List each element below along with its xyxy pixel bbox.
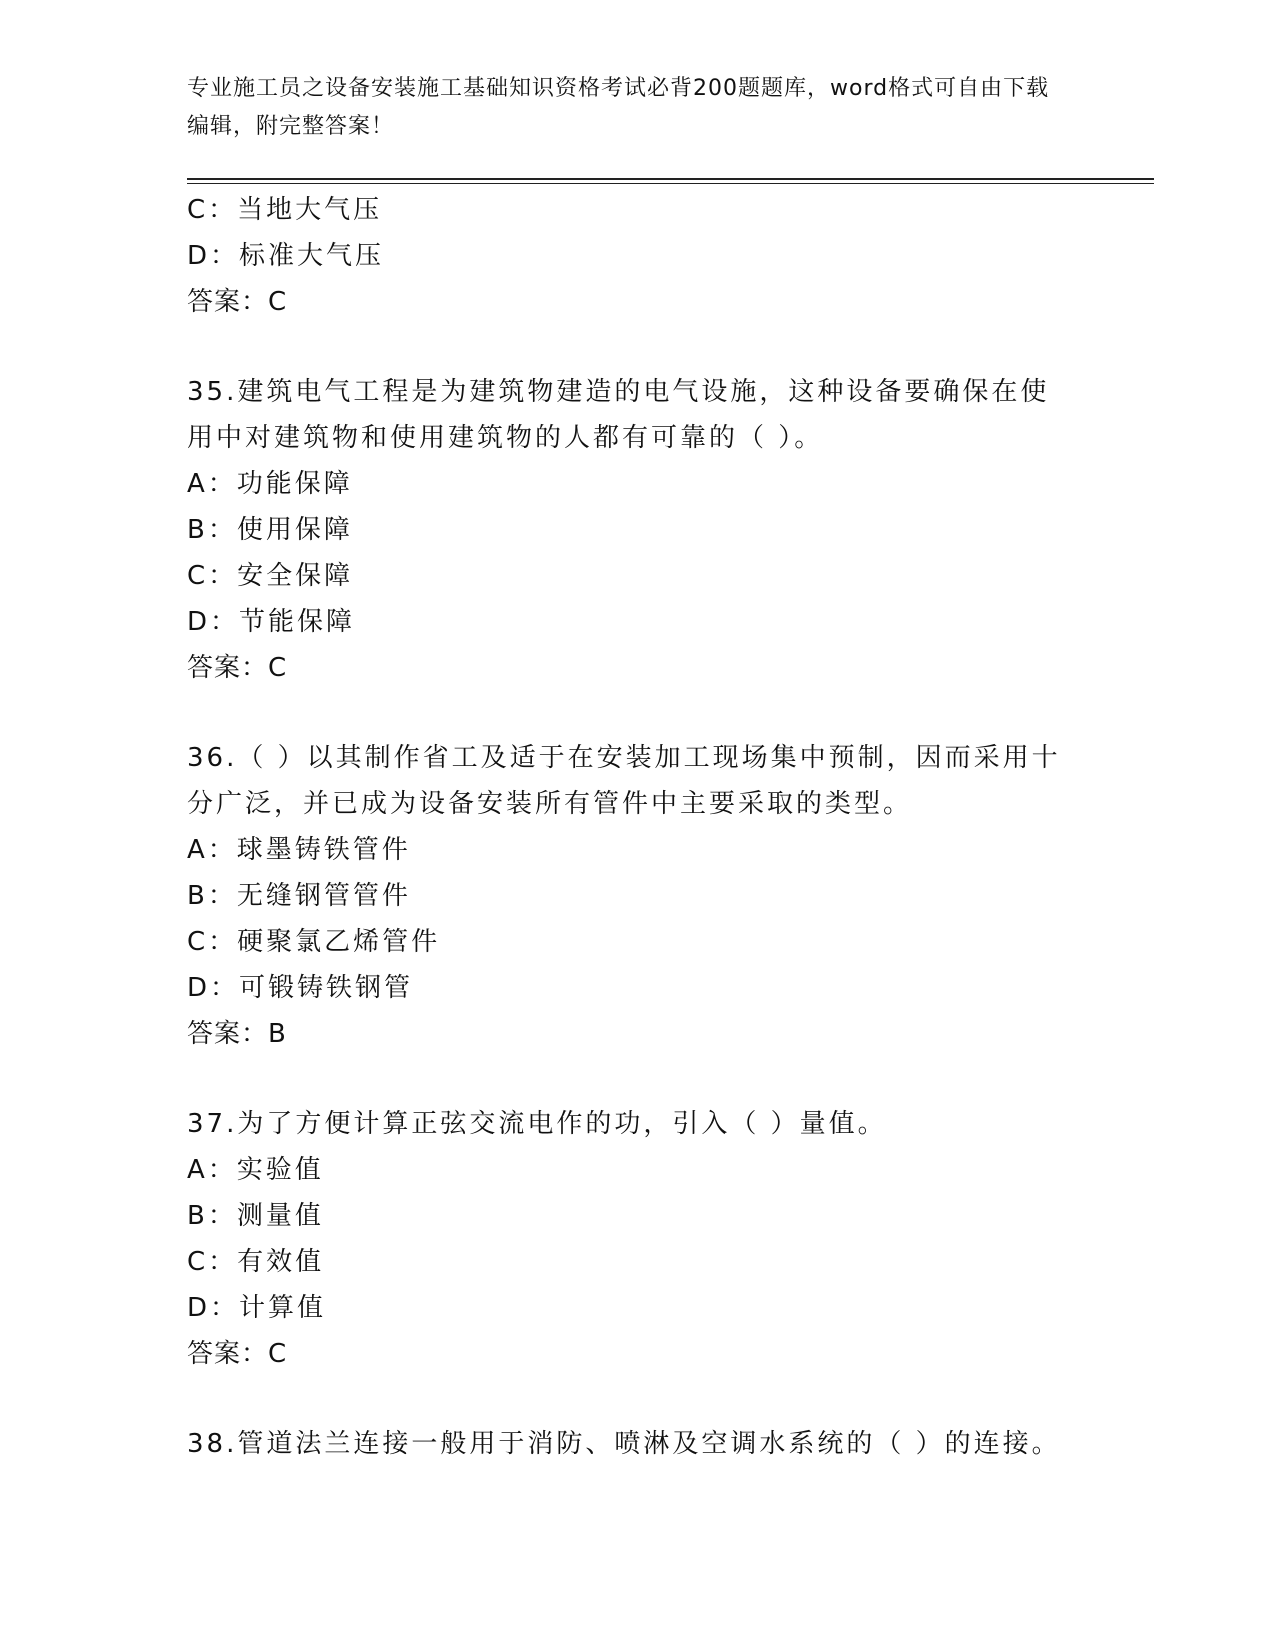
option-c: C：有效值	[187, 1247, 325, 1277]
option-a: A：球墨铸铁管件	[187, 835, 411, 865]
document-body	[187, 187, 1087, 1467]
option-d: D：节能保障	[187, 607, 356, 637]
answer-line: 答案：C	[187, 287, 288, 317]
option-c: C：硬聚氯乙烯管件	[187, 927, 441, 957]
option-c: C：安全保障	[187, 561, 354, 591]
option-d: D：计算值	[187, 1293, 327, 1323]
question-38	[187, 1421, 1087, 1467]
option-d: D：可锻铸铁钢管	[187, 973, 414, 1003]
option-c: C：当地大气压	[187, 195, 383, 225]
option-a: A：实验值	[187, 1155, 324, 1185]
question-36	[187, 735, 1087, 1057]
option-b: B：测量值	[187, 1201, 324, 1231]
answer-line: 答案：B	[187, 1019, 287, 1049]
option-d: D：标准大气压	[187, 241, 385, 271]
question-text: 37.为了方便计算正弦交流电作的功，引入（ ）量值。	[187, 1109, 887, 1139]
continued-question	[187, 187, 1087, 325]
option-a: A：功能保障	[187, 469, 353, 499]
option-b: B：无缝钢管管件	[187, 881, 411, 911]
question-text: 38.管道法兰连接一般用于消防、喷淋及空调水系统的（ ）的连接。	[187, 1429, 1061, 1459]
question-35	[187, 369, 1087, 691]
document-title: 专业施工员之设备安装施工基础知识资格考试必背200题题库，word格式可自由下载编辑，附完整答案！	[187, 76, 1050, 139]
option-b: B：使用保障	[187, 515, 353, 545]
answer-line: 答案：C	[187, 1339, 288, 1369]
question-37	[187, 1101, 1087, 1377]
question-text: 35.建筑电气工程是为建筑物建造的电气设施，这种设备要确保在使用中对建筑物和使用建筑物的人都有可靠的（ ）。	[187, 377, 1050, 453]
header-divider	[187, 178, 1154, 184]
answer-line: 答案：C	[187, 653, 288, 683]
question-text: 36.（ ）以其制作省工及适于在安装加工现场集中预制，因而采用十分广泛，并已成为设备安装所有管件中主要采取的类型。	[187, 743, 1061, 819]
page-header	[187, 70, 1067, 146]
